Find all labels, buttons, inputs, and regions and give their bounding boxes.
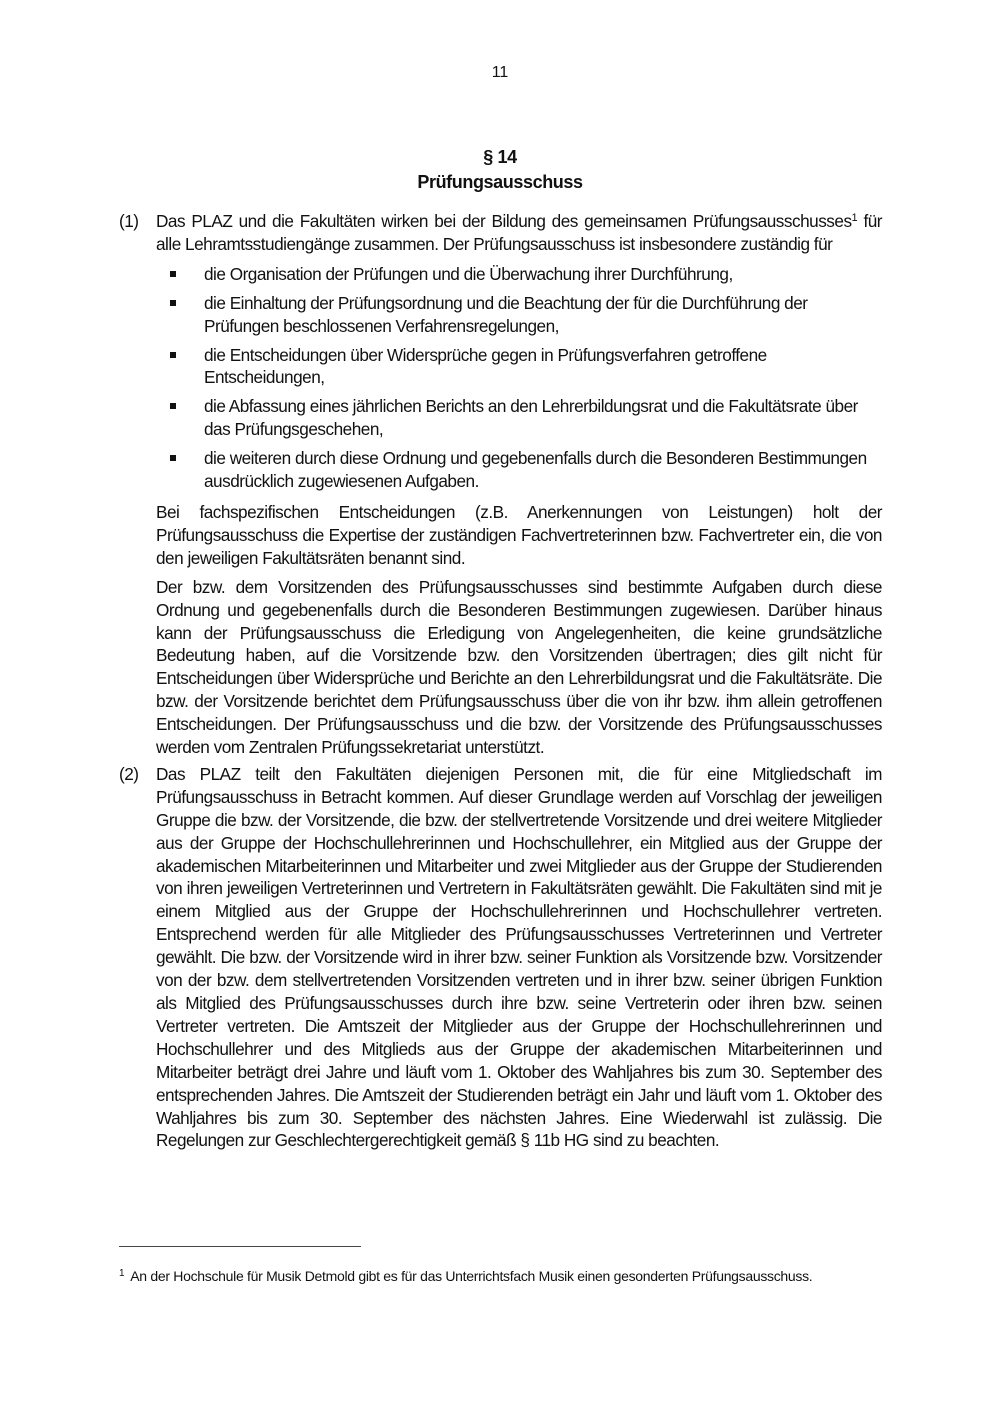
list-item-text: die weiteren durch diese Ordnung und gegebenenfalls durch die Besonderen Bestimmungen ausdrücklich zugewiesenen Aufgaben.	[204, 448, 867, 492]
sub-paragraph: Bei fachspezifischen Entscheidungen (z.B. Anerkennungen von Leistungen) holt der Prüfungsausschuss die Expertise der zuständigen Fachvertreterinnen bzw. Fachvertreter ein, die von den jeweiligen Fakultätsräten benannt sind.	[156, 501, 882, 568]
list-item-text: die Einhaltung der Prüfungsordnung und die Beachtung der für die Durchführung der Prüfungen beschlossenen Verfahrensregelungen,	[204, 292, 808, 336]
footnote-divider	[119, 1246, 361, 1247]
section-number: § 14	[483, 147, 517, 167]
list-item-text: die Organisation der Prüfungen und die Überwachung ihrer Durchführung,	[204, 263, 733, 284]
sub-paragraph: Der bzw. dem Vorsitzenden des Prüfungsausschusses sind bestimmte Aufgaben durch diese Ordnung und gegebenenfalls durch die Besonderen Bestimmungen zugewiesen. Darüber hinaus kann der Prüfungsausschuss die Erledigung von Angelegenheiten, die keine grundsätzliche Bedeutung haben, auf die Vorsitzende bzw. den Vorsitzenden übertragen; dies gilt nicht für Entscheidungen über Widersprüche und Berichte an den Lehrerbildungsrat und die Fakultätsräte. Die bzw. der Vorsitzende berichtet dem Prüfungsausschuss über die von ihr bzw. ihm allein getroffenen Entscheidungen. Der Prüfungsausschuss und die bzw. der Vorsitzende des Prüfungsausschusses werden vom Zentralen Prüfungssekretariat unterstützt.	[156, 576, 882, 758]
bullet-square-icon	[170, 271, 176, 277]
paragraph-intro	[156, 210, 882, 256]
list-item	[204, 263, 882, 286]
page-number: 11	[491, 64, 509, 81]
section-title: Prüfungsausschuss	[417, 172, 583, 192]
footnote	[119, 1268, 899, 1284]
intro-text-continued: für alle Lehramtsstudiengänge zusammen. Der Prüfungsausschuss ist insbesondere zuständig für	[156, 211, 883, 254]
paragraph-number: (2)	[119, 763, 139, 784]
list-item	[204, 395, 882, 441]
footnote-reference: 1	[851, 212, 858, 224]
responsibility-list	[156, 263, 882, 493]
footnote-marker: 1	[119, 1268, 125, 1279]
list-item	[204, 292, 882, 338]
section-heading	[0, 145, 1000, 195]
paragraph-number: (1)	[119, 211, 139, 231]
paragraph-text: Das PLAZ teilt den Fakultäten diejenigen Personen mit, die für eine Mitgliedschaft im Prüfungsausschuss in Betracht kommen. Auf dieser Grundlage werden auf Vorschlag der jeweiligen Gruppe die bzw. der Vorsitzende, die bzw. der stellvertretende Vorsitzende und drei weitere Mitglieder aus der Gruppe der Hochschullehrerinnen und Hochschullehrer, ein Mitglied aus der Gruppe der akademischen Mitarbeiterinnen und Mitarbeiter und zwei Mitglieder aus der Gruppe der Studierenden von ihren jeweiligen Vertreterinnen und Vertretern in Fakultätsräten gewählt. Die Fakultäten sind mit je einem Mitglied aus der Gruppe der Hochschullehrerinnen und Hochschullehrer vertreten. Entsprechend werden für alle Mitglieder des Prüfungsausschusses Vertreterinnen und Vertreter gewählt. Die bzw. der Vorsitzende wird in ihrer bzw. seiner Funktion als Vorsitzende bzw. Vorsitzender von der bzw. dem stellvertretenden Vorsitzenden vertreten und in ihrer bzw. seiner übrigen Funktion als Mitglied des Prüfungsausschusses durch ihre bzw. seine Vertreterin oder ihren bzw. seinen Vertreter vertreten. Die Amtszeit der Mitglieder aus der Gruppe der Hochschullehrerinnen und Hochschullehrer und des Mitglieds aus der Gruppe der akademischen Mitarbeiterinnen und Mitarbeiter beträgt drei Jahre und läuft vom 1. Oktober des Wahljahres bis zum 30. September des entsprechenden Jahres. Die Amtszeit der Studierenden beträgt ein Jahr und läuft vom 1. Oktober des Wahljahres bis zum 30. September des nächsten Jahres. Eine Wiederwahl ist zulässig. Die Regelungen zur Geschlechtergerechtigkeit gemäß § 11b HG sind zu beachten.	[156, 763, 882, 1151]
list-item-text: die Entscheidungen über Widersprüche gegen in Prüfungsverfahren getroffene Entscheidungen,	[204, 344, 767, 388]
footnote-text: An der Hochschule für Musik Detmold gibt es für das Unterrichtsfach Musik einen gesonderten Prüfungsausschuss.	[130, 1268, 813, 1284]
section-body	[119, 210, 882, 1152]
paragraph-1	[119, 210, 882, 759]
bullet-square-icon	[170, 455, 176, 461]
list-item	[204, 344, 882, 390]
list-item	[204, 447, 882, 493]
bullet-square-icon	[170, 403, 176, 409]
paragraph-2	[119, 763, 882, 1152]
bullet-square-icon	[170, 300, 176, 306]
intro-text: Das PLAZ und die Fakultäten wirken bei der Bildung des gemeinsamen Prüfungsausschusses	[156, 211, 852, 231]
list-item-text: die Abfassung eines jährlichen Berichts an den Lehrerbildungsrat und die Fakultätsrate über das Prüfungsgeschehen,	[204, 396, 858, 440]
bullet-square-icon	[170, 352, 176, 358]
